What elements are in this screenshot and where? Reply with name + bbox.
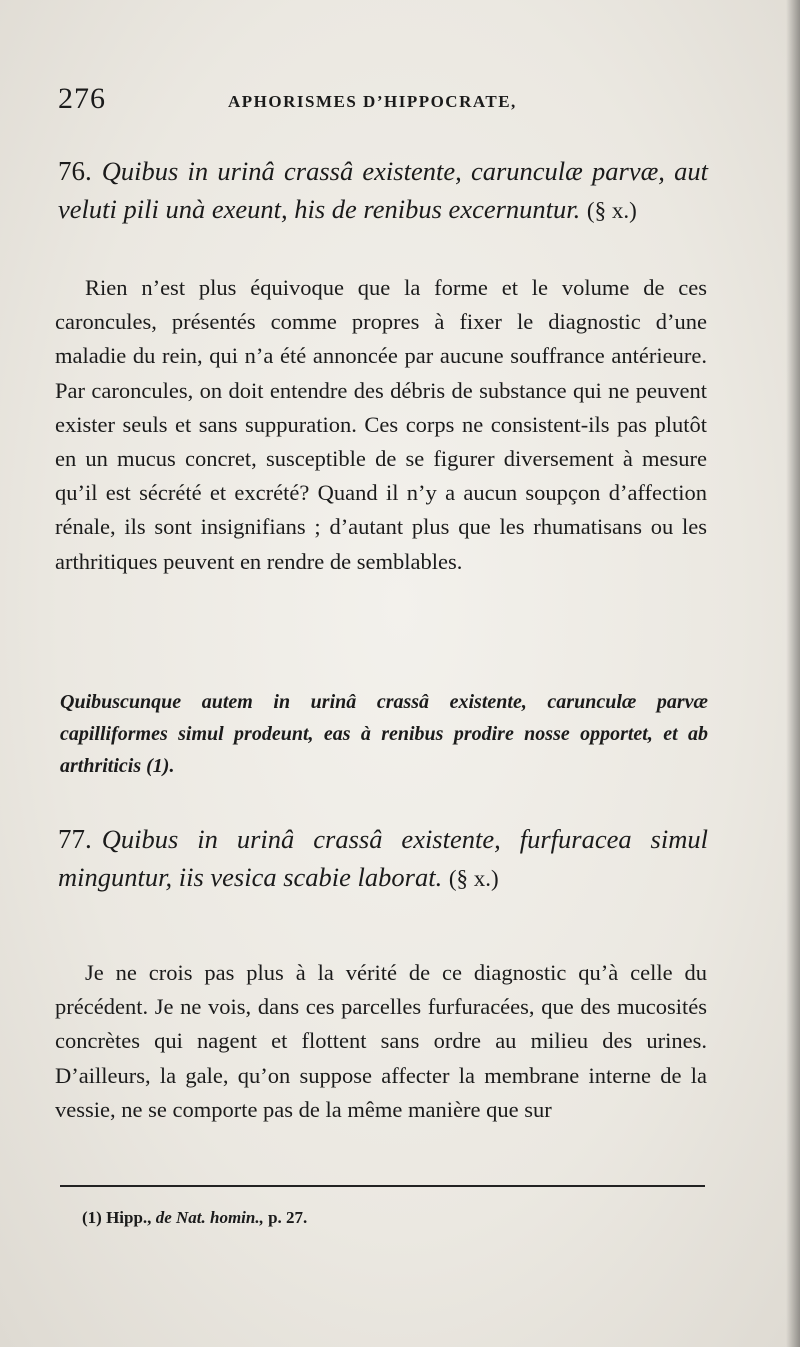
aphorism-76-number: 76. — [58, 156, 92, 186]
aphorism-77 — [58, 820, 708, 898]
footnote-divider — [60, 1185, 705, 1187]
footnote — [82, 1208, 307, 1228]
page-header — [58, 82, 718, 122]
footnote-marker: (1) — [82, 1208, 102, 1227]
aphorism-77-latin: Quibus in urinâ crassâ existente, furfuracea simul minguntur, iis vesica scabie laborat. — [58, 824, 708, 892]
footnote-author: Hipp., — [106, 1208, 152, 1227]
commentary-76-latin-quote: Quibuscunque autem in urinâ crassâ existente, carunculæ parvæ capilliformes simul prodeunt, eas à renibus prodire nosse opportet, et ab arthriticis (1). — [60, 691, 708, 777]
page-edge-shadow — [786, 0, 800, 1347]
aphorism-76-reference: (§ x.) — [586, 198, 637, 223]
commentary-77: Je ne crois pas plus à la vérité de ce diagnostic qu’à celle du précédent. Je ne vois, dans ces parcelles furfuracées, que des mucosités concrètes qui nagent et flottent sans ordre au milieu des urines. D’ailleurs, la gale, qu’on suppose affecter la membrane interne de la vessie, ne se comporte pas de la même manière que sur — [55, 960, 707, 1122]
running-title: APHORISMES D’HIPPOCRATE, — [228, 92, 517, 111]
aphorism-76 — [58, 152, 708, 230]
footnote-work: de Nat. homin., — [155, 1208, 264, 1227]
page-number: 276 — [58, 82, 106, 115]
aphorism-76-latin: Quibus in urinâ crassâ existente, carunculæ parvæ, aut veluti pili unà exeunt, his de renibus excernuntur. — [58, 156, 708, 224]
footnote-page: p. 27. — [268, 1208, 308, 1227]
aphorism-77-reference: (§ x.) — [448, 866, 499, 891]
aphorism-77-number: 77. — [58, 824, 92, 854]
commentary-76: Rien n’est plus équivoque que la forme et le volume de ces caroncules, présentés comme propres à fixer le diagnostic d’une maladie du rein, qui n’a été annoncée par aucune souffrance antérieure. Par caroncules, on doit entendre des débris de substance qui ne peuvent exister seuls et sans suppuration. Ces corps ne consistent-ils pas plutôt en un mucus concret, susceptible de se figurer diversement à mesure qu’il est sécrété et excrété? Quand il n’y a aucun soupçon d’affection rénale, ils sont insignifians ; d’autant plus que les rhumatisans ou les arthritiques peuvent en rendre de semblables. — [55, 275, 707, 574]
